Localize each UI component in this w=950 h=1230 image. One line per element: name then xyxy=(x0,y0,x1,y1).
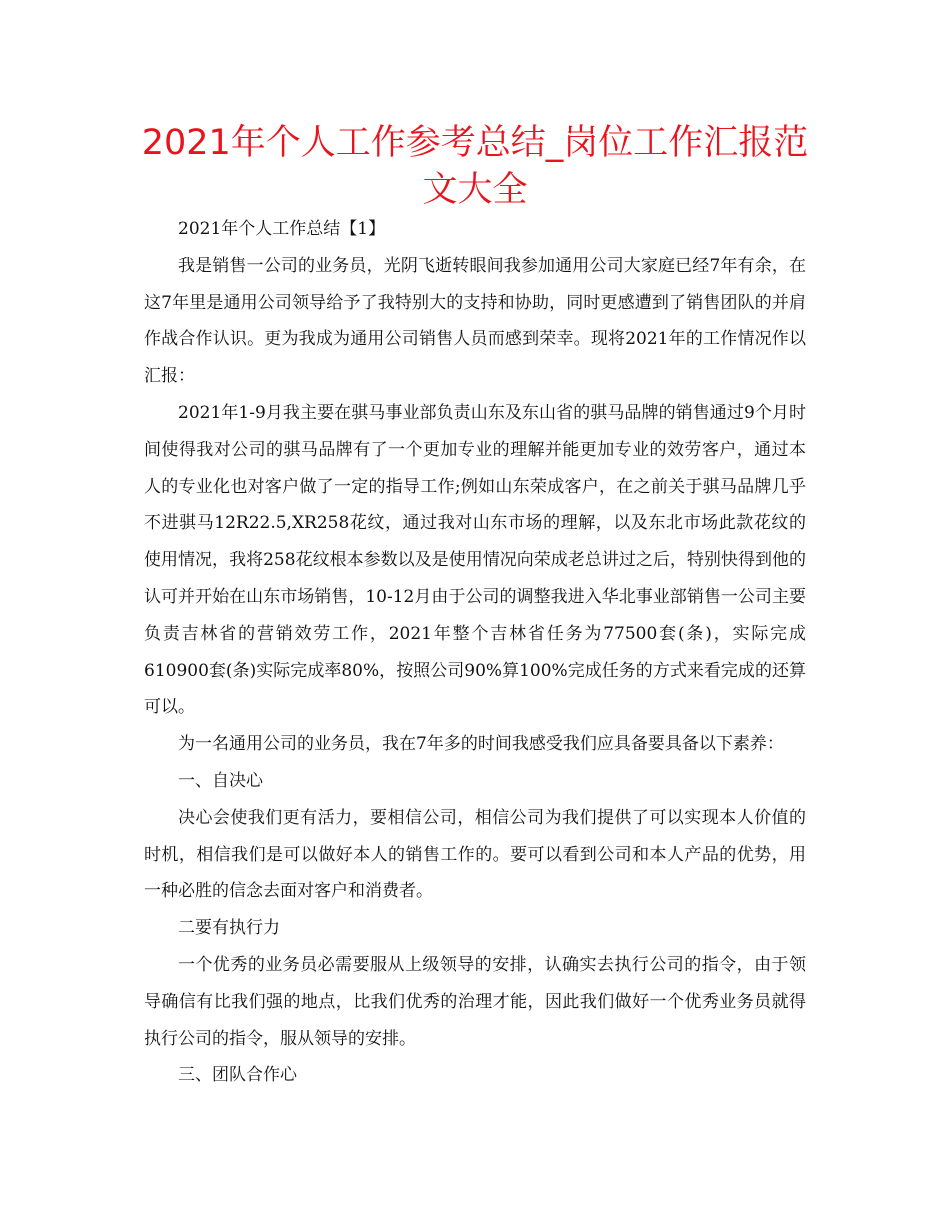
document-body xyxy=(144,211,806,1094)
body-paragraph: 2021年1-9月我主要在骐马事业部负责山东及东山省的骐马品牌的销售通过9个月时间使得我对公司的骐马品牌有了一个更加专业的理解并能更加专业的效劳客户，通过本人的专业化也对客户做了一定的指导工作;例如山东荣成客户，在之前关于骐马品牌几乎不进骐马12R22.5,XR258花纹，通过我对山东市场的理解，以及东北市场此款花纹的使用情况，我将258花纹根本参数以及是使用情况向荣成老总讲过之后，特别快得到他的认可并开始在山东市场销售，10-12月由于公司的调整我进入华北事业部销售一公司主要负责吉林省的营销效劳工作，2021年整个吉林省任务为77500套(条)，实际完成610900套(条)实际完成率80%，按照公司90%算100%完成任务的方式来看完成的还算可以。 xyxy=(144,402,806,718)
list-heading: 三、团队合作心 xyxy=(178,1065,297,1086)
body-paragraph: 一个优秀的业务员必需要服从上级领导的安排，认确实去执行公司的指令，由于领导确信有比我们强的地点，比我们优秀的治理才能，因此我们做好一个优秀业务员就得执行公司的指令，服从领导的安排。 xyxy=(144,954,806,1049)
document-title: 2021年个人工作参考总结_岗位工作汇报范文大全 xyxy=(141,123,809,210)
list-heading: 二要有执行力 xyxy=(178,918,280,939)
body-paragraph: 决心会使我们更有活力，要相信公司，相信公司为我们提供了可以实现本人价值的时机，相信我们是可以做好本人的销售工作的。要可以看到公司和本人产品的优势，用一种必胜的信念去面对客户和消费者。 xyxy=(144,807,806,902)
body-paragraph: 为一名通用公司的业务员，我在7年多的时间我感受我们应具备要具备以下素养： xyxy=(178,734,784,755)
list-heading: 一、自决心 xyxy=(178,770,263,791)
section-heading: 2021年个人工作总结【1】 xyxy=(178,219,386,239)
body-paragraph: 我是销售一公司的业务员，光阴飞逝转眼间我参加通用公司大家庭已经7年有余，在这7年里是通用公司领导给予了我特别大的支持和协助，同时更感遭到了销售团队的并肩作战合作认识。更为我成为通用公司销售人员而感到荣幸。现将2021年的工作情况作以汇报： xyxy=(144,255,806,387)
